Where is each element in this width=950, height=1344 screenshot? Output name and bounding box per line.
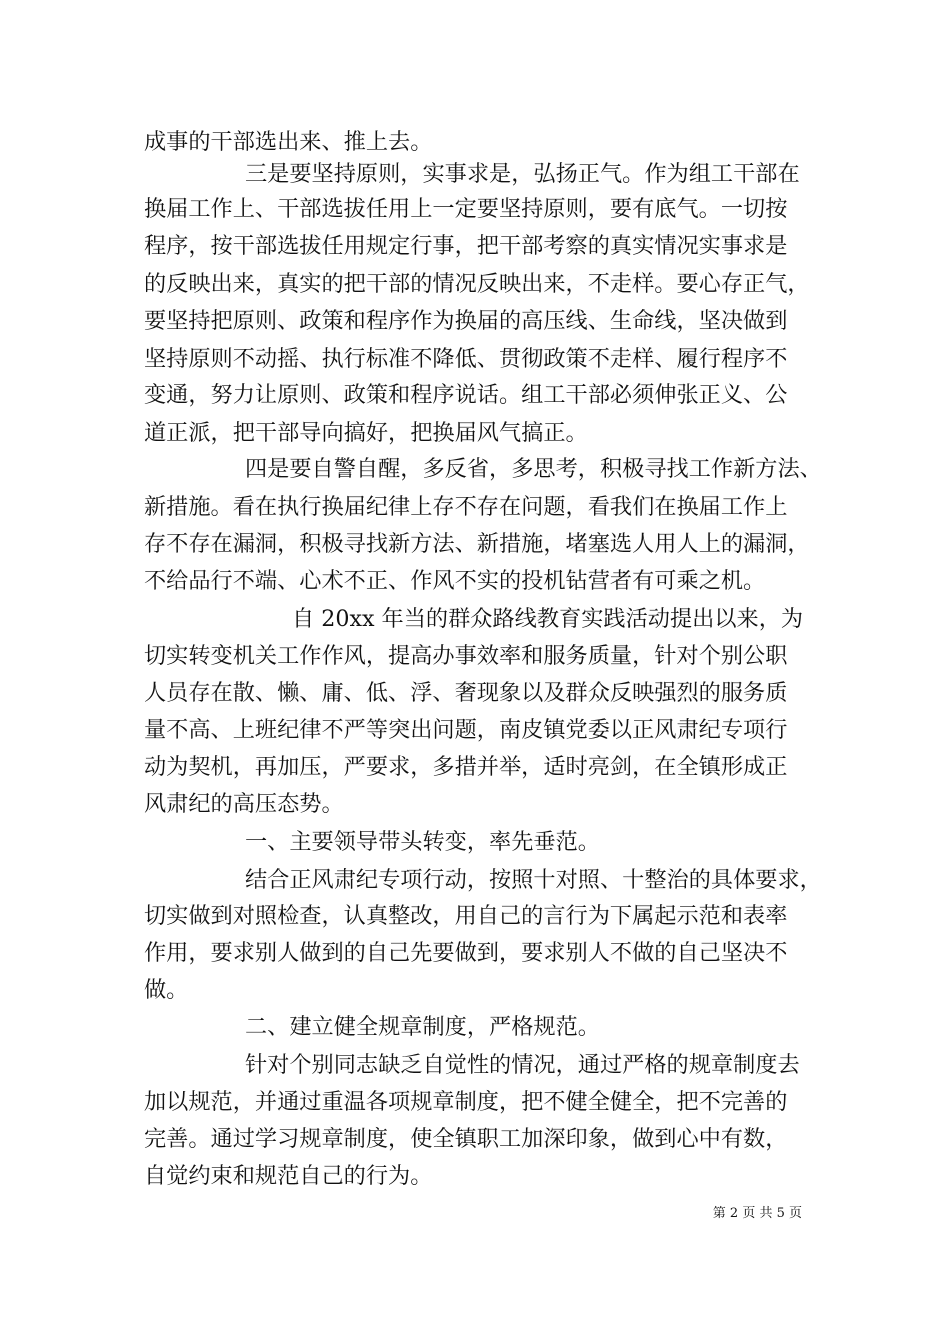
text-line: 存不存在漏洞，积极寻找新方法、新措施，堵塞选人用人上的漏洞， xyxy=(144,531,810,557)
text-line: 动为契机，再加压，严要求，多措并举，适时亮剑，在全镇形成正 xyxy=(144,754,788,780)
text-line: 完善。通过学习规章制度，使全镇职工加深印象，做到心中有数， xyxy=(144,1126,788,1152)
text-line: 一、主要领导带头转变，率先垂范。 xyxy=(245,829,600,855)
text-line: 量不高、上班纪律不严等突出问题，南皮镇党委以正风肃纪专项行 xyxy=(144,717,788,743)
text-line: 道正派，把干部导向搞好，把换届风气搞正。 xyxy=(144,420,588,446)
text-line: 不给品行不端、心术不正、作风不实的投机钻营者有可乘之机。 xyxy=(144,568,766,594)
text-line: 针对个别同志缺乏自觉性的情况，通过严格的规章制度去 xyxy=(245,1052,800,1078)
text-line: 三是要坚持原则，实事求是，弘扬正气。作为组工干部在 xyxy=(245,161,800,187)
text-line: 自 20xx 年当的群众路线教育实践活动提出以来，为 xyxy=(292,606,804,632)
text-line: 结合正风肃纪专项行动，按照十对照、十整治的具体要求， xyxy=(245,867,822,893)
text-line: 作用，要求别人做到的自己先要做到，要求别人不做的自己坚决不 xyxy=(144,940,788,966)
text-line: 切实做到对照检查，认真整改，用自己的言行为下属起示范和表率 xyxy=(144,903,788,929)
text-line: 风肃纪的高压态势。 xyxy=(144,791,344,817)
text-line: 二、建立健全规章制度，严格规范。 xyxy=(245,1014,600,1040)
text-line: 要坚持把原则、政策和程序作为换届的高压线、生命线，坚决做到 xyxy=(144,308,788,334)
text-line: 切实转变机关工作作风，提高办事效率和服务质量，针对个别公职 xyxy=(144,643,788,669)
text-line: 新措施。看在执行换届纪律上存不存在问题，看我们在换届工作上 xyxy=(144,494,788,520)
text-line: 加以规范，并通过重温各项规章制度，把不健全健全，把不完善的 xyxy=(144,1089,788,1115)
text-line: 变通，努力让原则、政策和程序说话。组工干部必须伸张正义、公 xyxy=(144,382,788,408)
text-line: 人员存在散、懒、庸、低、浮、奢现象以及群众反映强烈的服务质 xyxy=(144,680,788,706)
text-line: 四是要自警自醒，多反省，多思考，积极寻找工作新方法、 xyxy=(245,456,822,482)
text-line: 自觉约束和规范自己的行为。 xyxy=(144,1163,433,1189)
text-line: 成事的干部选出来、推上去。 xyxy=(144,129,433,155)
page-number: 第 2 页 共 5 页 xyxy=(712,1206,802,1221)
text-line: 换届工作上、干部选拔任用上一定要坚持原则，要有底气。一切按 xyxy=(144,196,788,222)
text-line: 程序，按干部选拔任用规定行事，把干部考察的真实情况实事求是 xyxy=(144,233,788,259)
text-line: 的反映出来，真实的把干部的情况反映出来，不走样。要心存正气， xyxy=(144,271,810,297)
text-line: 坚持原则不动摇、执行标准不降低、贯彻政策不走样、履行程序不 xyxy=(144,346,788,372)
text-line: 做。 xyxy=(144,977,189,1003)
